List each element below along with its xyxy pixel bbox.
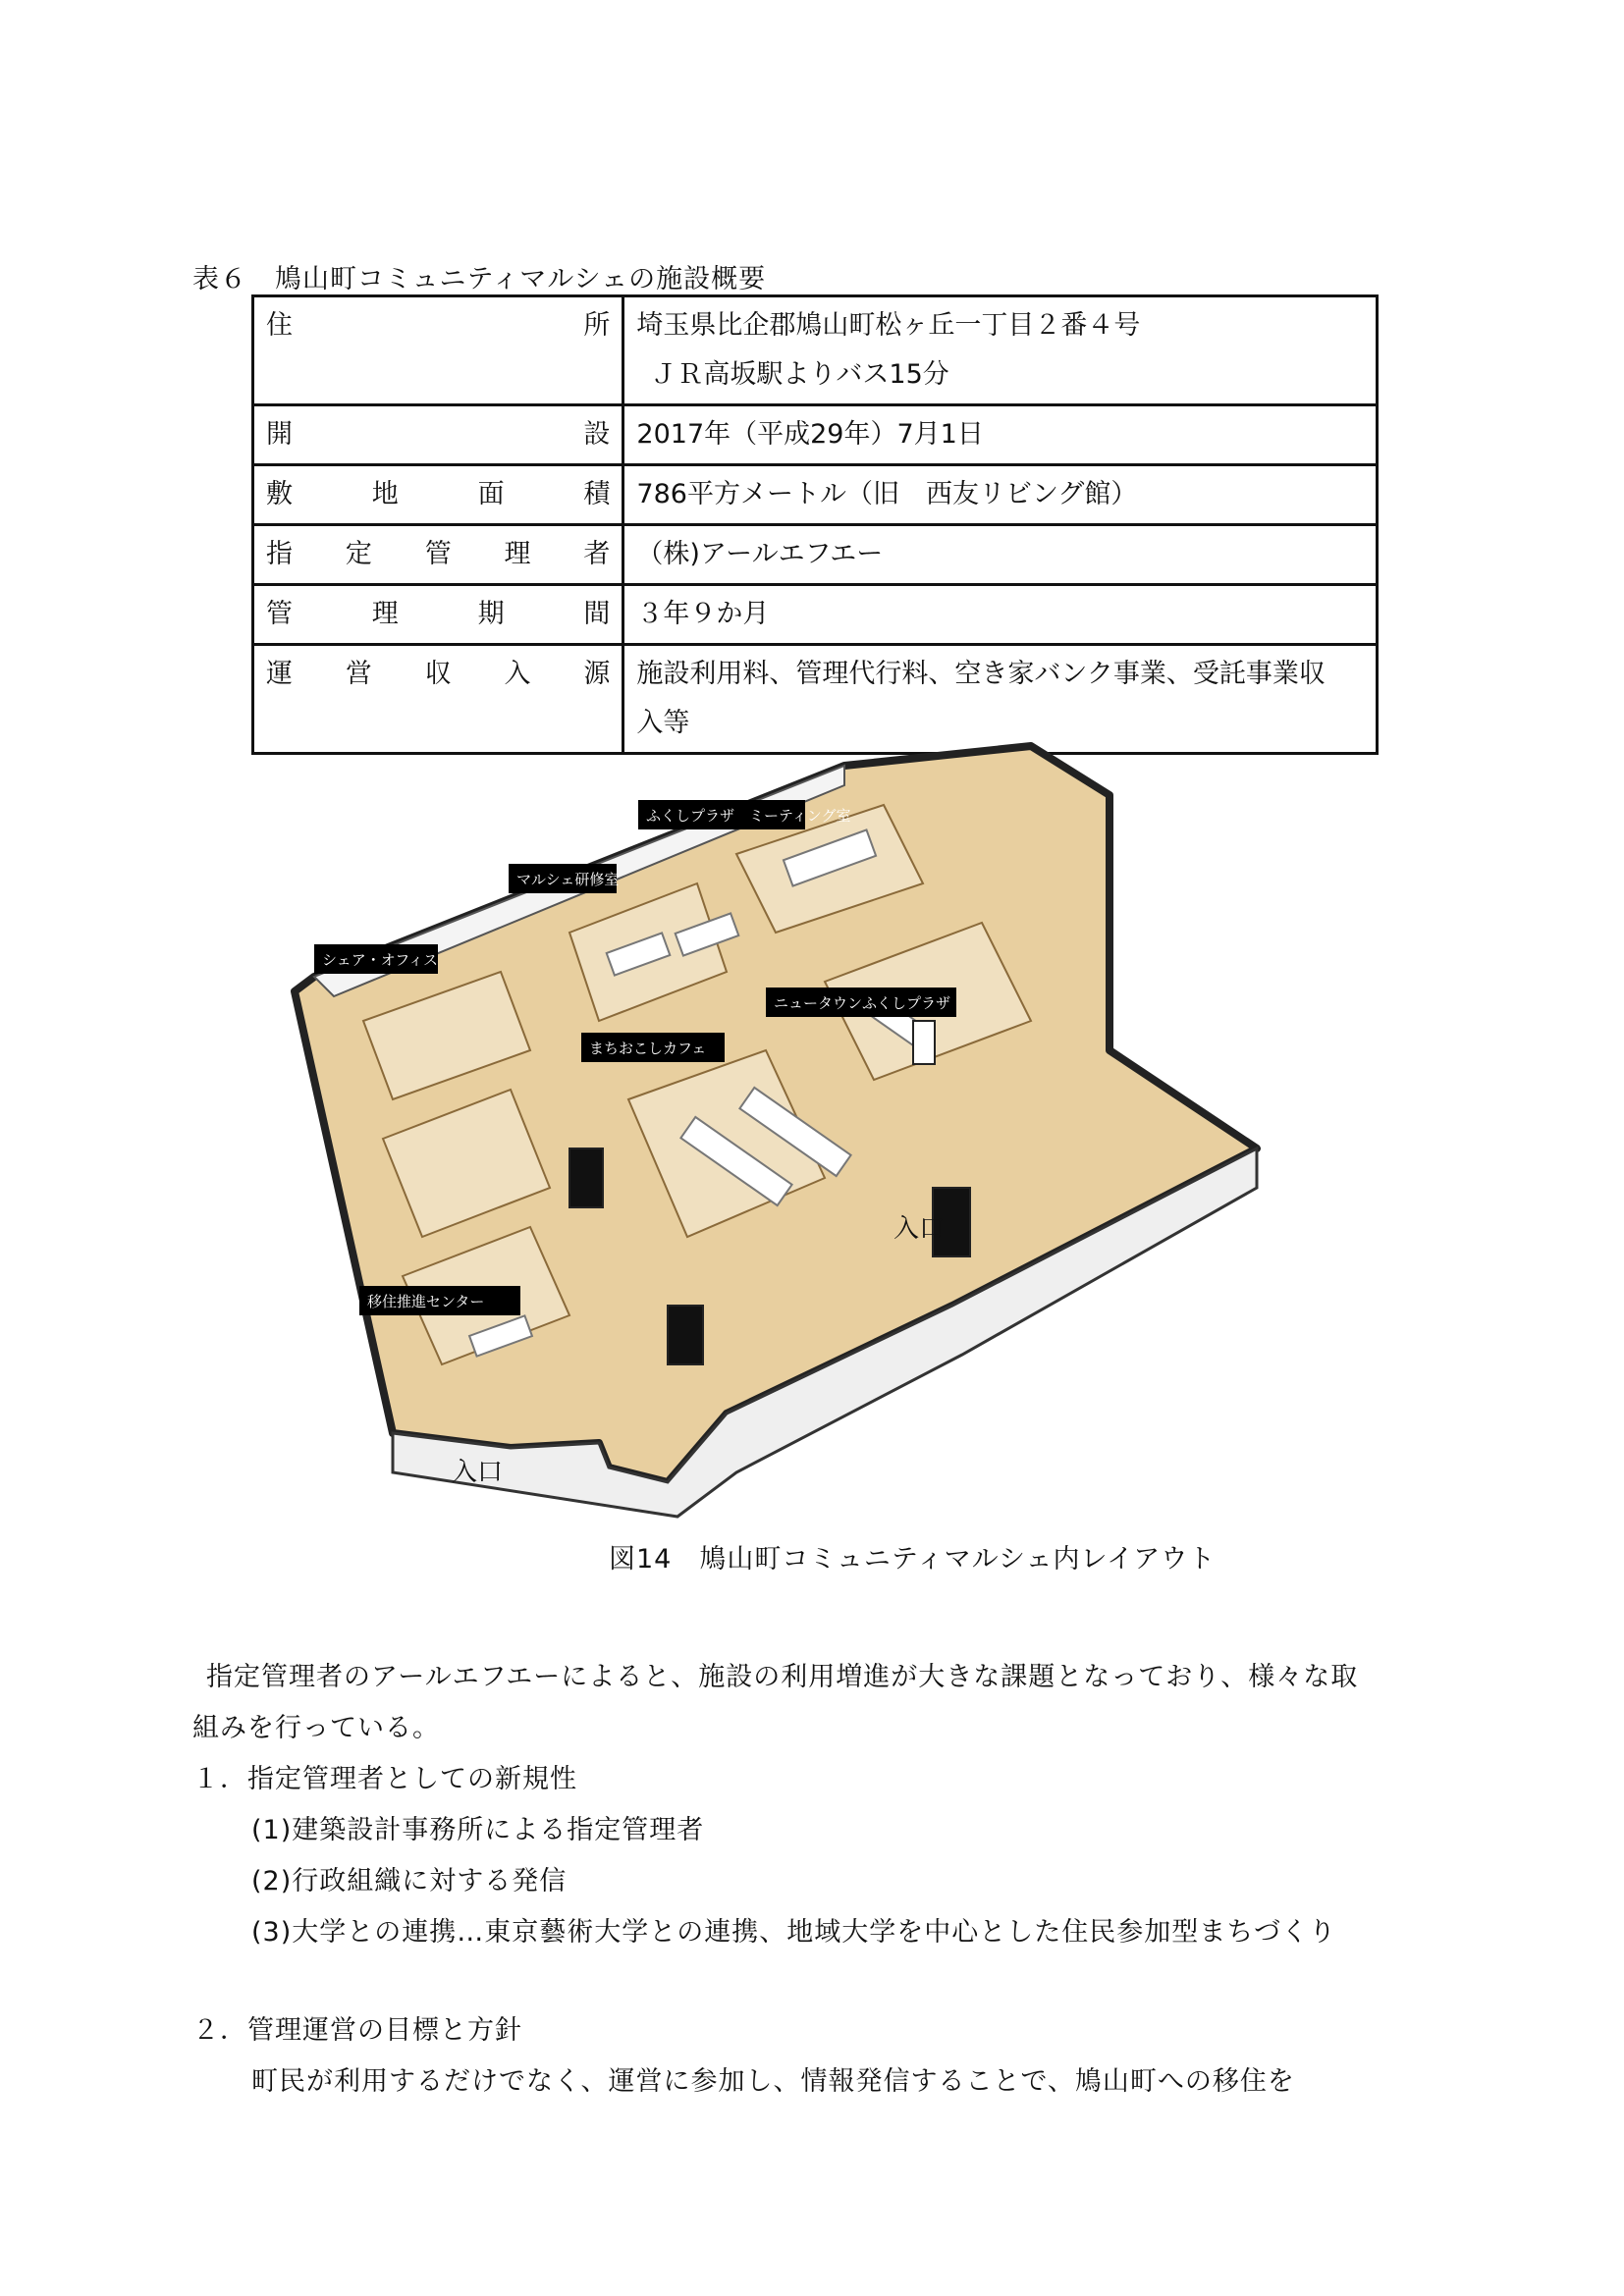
paragraph-line: 町民が利用するだけでなく、運営に参加し、情報発信することで、鳩山町への移住を: [251, 2066, 1295, 2097]
label-cafe: まちおこしカフェ: [589, 1040, 707, 1057]
section-heading: ２．管理運営の目標と方針: [192, 2015, 522, 2046]
label-marche-room: マルシェ研修室: [516, 871, 620, 888]
row-label: 運営収入源: [253, 645, 623, 754]
label-meeting-room: ふくしプラザ ミーティング室: [646, 807, 851, 825]
table-row: [253, 525, 1378, 585]
row-label: 指定管理者: [253, 525, 623, 585]
list-item: (1)建築設計事務所による指定管理者: [251, 1815, 705, 1845]
row-value: 2017年（平成29年）7月1日: [623, 405, 1378, 465]
paragraph-line: 指定管理者のアールエフエーによると、施設の利用増進が大きな課題となっており、様々な取: [206, 1662, 1359, 1692]
floor-plan-illustration: [275, 726, 1345, 1522]
table-row: [253, 585, 1378, 645]
row-label: 住所: [253, 296, 623, 405]
facility-table: [251, 294, 1379, 755]
value-line: ＪＲ高坂駅よりバス15分: [650, 359, 949, 390]
row-value: 786平方メートル（旧 西友リビング館）: [623, 465, 1378, 525]
label-migration-center: 移住推進センター: [367, 1293, 485, 1310]
table-row: [253, 405, 1378, 465]
row-label: 敷地面積: [253, 465, 623, 525]
value-line: 入等: [636, 708, 690, 738]
table-caption: 表６ 鳩山町コミュニティマルシェの施設概要: [192, 264, 767, 294]
row-value: ３年９か月: [623, 585, 1378, 645]
list-item: (3)大学との連携…東京藝術大学との連携、地域大学を中心とした住民参加型まちづくり: [251, 1917, 1336, 1948]
row-label: 開設: [253, 405, 623, 465]
row-value: [623, 296, 1378, 405]
paragraph-line: 組みを行っている。: [192, 1713, 440, 1743]
label-share-office: シェア・オフィス: [322, 951, 439, 969]
label-newtown-plaza: ニュータウンふくしプラザ: [774, 994, 951, 1012]
label-entrance-bottom: 入口: [452, 1458, 504, 1487]
value-line: 施設利用料、管理代行料、空き家バンク事業、受託事業収: [636, 659, 1326, 689]
value-line: 埼玉県比企郡鳩山町松ヶ丘一丁目２番４号: [636, 310, 1141, 341]
row-label: 管理期間: [253, 585, 623, 645]
row-value: （株)アールエフエー: [623, 525, 1378, 585]
section-heading: １．指定管理者としての新規性: [192, 1764, 577, 1794]
table-row: [253, 465, 1378, 525]
list-item: (2)行政組織に対する発信: [251, 1866, 568, 1896]
figure-caption: 図14 鳩山町コミュニティマルシェ内レイアウト: [609, 1544, 1217, 1575]
table-row: [253, 296, 1378, 405]
label-entrance-right: 入口: [893, 1214, 946, 1244]
